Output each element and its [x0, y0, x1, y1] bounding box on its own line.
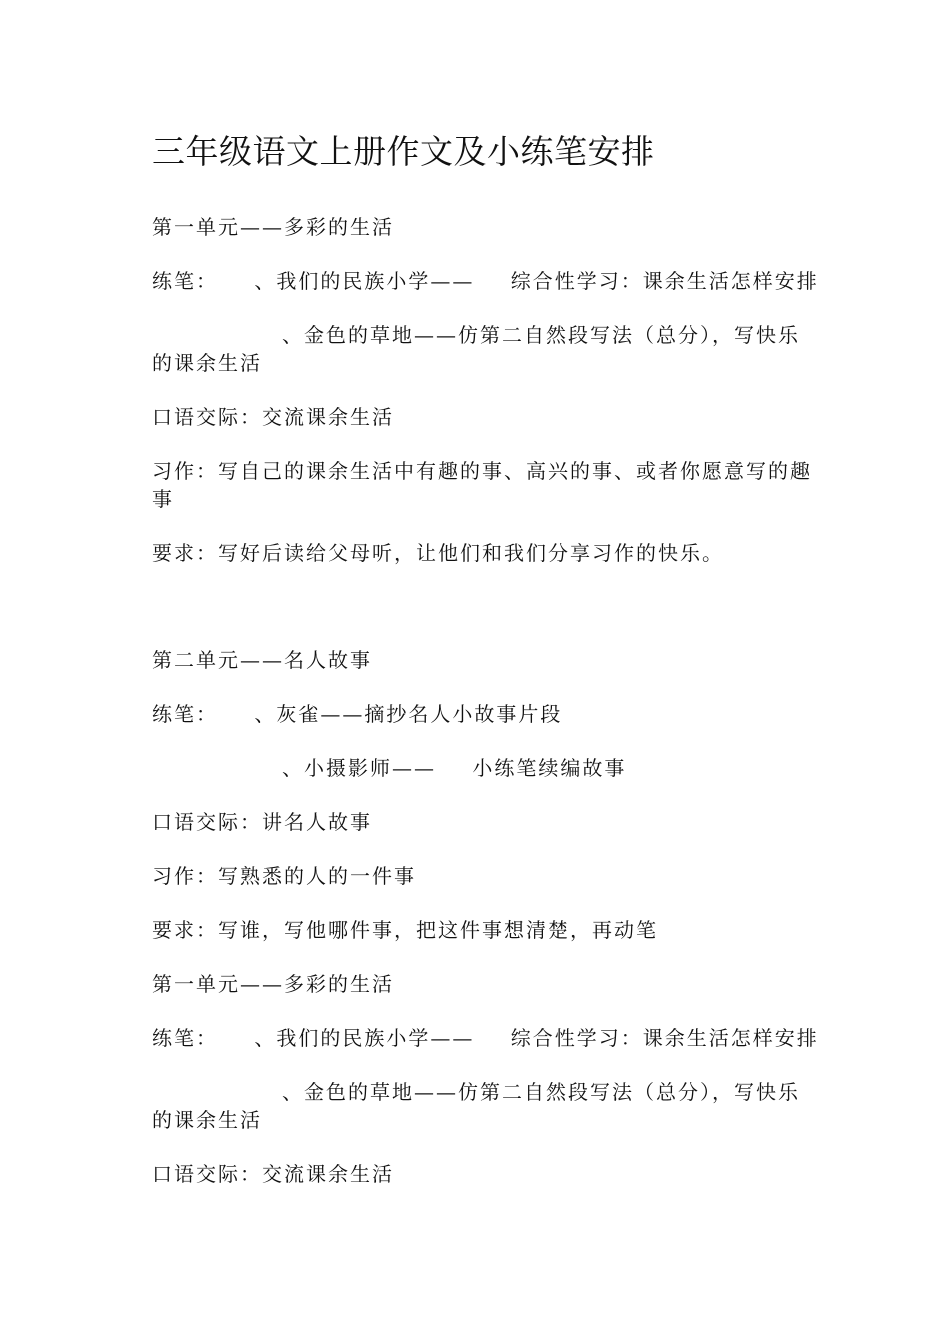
practice-item: 、小摄影师—— — [282, 756, 436, 780]
practice-item: 、我们的民族小学—— — [254, 1026, 475, 1050]
practice-item-note: 综合性学习：课余生活怎样安排 — [510, 269, 819, 293]
unit-1-oral: 口语交际：交流课余生活 — [152, 405, 394, 429]
practice-label: 练笔： — [152, 269, 218, 293]
unit-3-practice-line-2-cont: 的课余生活 — [152, 1108, 262, 1132]
unit-3-heading: 第一单元——多彩的生活 — [152, 972, 394, 996]
unit-1-heading: 第一单元——多彩的生活 — [152, 215, 394, 239]
unit-1-practice-line-2: 、金色的草地——仿第二自然段写法（总分），写快乐 — [282, 323, 800, 347]
unit-2-practice-line-2 — [282, 752, 626, 781]
unit-1-writing-cont: 事 — [152, 487, 174, 511]
unit-1-practice-line-2-cont: 的课余生活 — [152, 351, 262, 375]
unit-2-heading: 第二单元——名人故事 — [152, 648, 372, 672]
practice-item-note: 综合性学习：课余生活怎样安排 — [510, 1026, 819, 1050]
unit-1-writing: 习作：写自己的课余生活中有趣的事、高兴的事、或者你愿意写的趣 — [152, 459, 812, 483]
unit-3-practice-line-1 — [152, 1022, 819, 1051]
unit-1-requirement: 要求：写好后读给父母听，让他们和我们分享习作的快乐。 — [152, 541, 724, 565]
unit-2-writing: 习作：写熟悉的人的一件事 — [152, 864, 416, 888]
unit-1-practice-line-1 — [152, 265, 819, 294]
unit-3-oral: 口语交际：交流课余生活 — [152, 1162, 394, 1186]
page-title: 三年级语文上册作文及小练笔安排 — [152, 132, 655, 171]
practice-item-note: 小练笔续编故事 — [472, 756, 627, 780]
unit-3-practice-line-2: 、金色的草地——仿第二自然段写法（总分），写快乐 — [282, 1080, 800, 1104]
practice-item: 、我们的民族小学—— — [254, 269, 475, 293]
unit-2-practice-line-1 — [152, 698, 562, 727]
unit-2-requirement: 要求：写谁，写他哪件事，把这件事想清楚，再动笔 — [152, 918, 658, 942]
practice-label: 练笔： — [152, 702, 218, 726]
practice-label: 练笔： — [152, 1026, 218, 1050]
practice-item: 、灰雀——摘抄名人小故事片段 — [254, 702, 563, 726]
unit-2-oral: 口语交际：讲名人故事 — [152, 810, 372, 834]
